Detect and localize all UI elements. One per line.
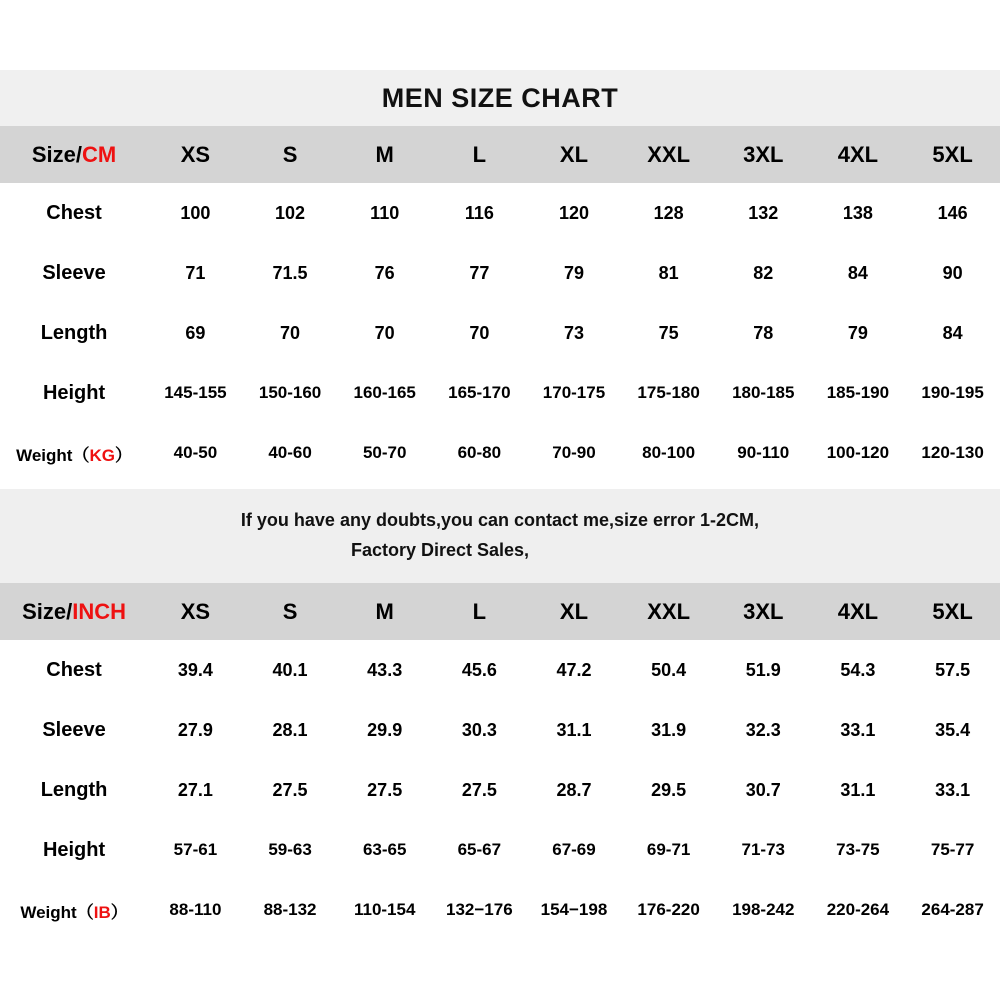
- inch-sleeve-m: 29.9: [337, 700, 432, 760]
- table-row: [0, 243, 1000, 303]
- inch-unit-prefix: Size/: [22, 598, 73, 624]
- cm-height-3xl: 180-185: [716, 363, 811, 423]
- cm-height-xs: 145-155: [148, 363, 243, 423]
- inch-weight-l: 132−176: [432, 880, 527, 940]
- inch-col-xs: XS: [180, 598, 211, 624]
- bottom-spacer: [0, 940, 1000, 1000]
- cm-weight-xs: 40-50: [148, 423, 243, 483]
- table-row: [0, 303, 1000, 363]
- inch-row-label-length: Length: [0, 760, 148, 820]
- cm-weight-5xl: 120-130: [905, 423, 1000, 483]
- cm-sleeve-s: 71.5: [243, 243, 338, 303]
- cm-chest-m: 110: [337, 183, 432, 243]
- chart-title-bar: [0, 70, 1000, 126]
- page-title: MEN SIZE CHART: [381, 82, 619, 113]
- inch-weight-xxl: 176-220: [621, 880, 716, 940]
- inch-chest-xl: 47.2: [527, 640, 622, 700]
- inch-row-label-sleeve: Sleeve: [0, 700, 148, 760]
- inch-height-xl: 67-69: [527, 820, 622, 880]
- inch-chest-xxl: 50.4: [621, 640, 716, 700]
- inch-sleeve-l: 30.3: [432, 700, 527, 760]
- inch-col-s: S: [282, 598, 298, 624]
- inch-col-l: L: [472, 598, 487, 624]
- cm-length-4xl: 79: [811, 303, 906, 363]
- cm-weight-unit: KG: [89, 445, 115, 465]
- cm-header-row: [0, 126, 1000, 183]
- inch-col-3xl: 3XL: [743, 598, 784, 624]
- table-row: [0, 820, 1000, 880]
- cm-chest-xl: 120: [527, 183, 622, 243]
- cm-length-xs: 69: [148, 303, 243, 363]
- cm-length-xl: 73: [527, 303, 622, 363]
- cm-col-xs: XS: [180, 141, 211, 167]
- inch-chest-s: 40.1: [243, 640, 338, 700]
- cm-length-l: 70: [432, 303, 527, 363]
- inch-sleeve-xs: 27.9: [148, 700, 243, 760]
- cm-height-l: 165-170: [432, 363, 527, 423]
- inch-chest-l: 45.6: [432, 640, 527, 700]
- cm-col-m: M: [375, 141, 394, 167]
- inch-col-xl: XL: [559, 598, 589, 624]
- cm-height-xxl: 175-180: [621, 363, 716, 423]
- inch-weight-xs: 88-110: [148, 880, 243, 940]
- cm-length-m: 70: [337, 303, 432, 363]
- cm-row-label-height: Height: [0, 363, 148, 423]
- cm-height-xl: 170-175: [527, 363, 622, 423]
- cm-height-5xl: 190-195: [905, 363, 1000, 423]
- cm-length-5xl: 84: [905, 303, 1000, 363]
- cm-sleeve-3xl: 82: [716, 243, 811, 303]
- cm-chest-5xl: 146: [905, 183, 1000, 243]
- table-row: [0, 423, 1000, 483]
- cm-weight-xl: 70-90: [527, 423, 622, 483]
- table-row: [0, 700, 1000, 760]
- inch-length-5xl: 33.1: [905, 760, 1000, 820]
- inch-sleeve-3xl: 32.3: [716, 700, 811, 760]
- cm-chest-4xl: 138: [811, 183, 906, 243]
- inch-chest-xs: 39.4: [148, 640, 243, 700]
- cm-unit-prefix: Size/: [31, 141, 82, 167]
- table-row: [0, 183, 1000, 243]
- cm-chest-xs: 100: [148, 183, 243, 243]
- cm-length-xxl: 75: [621, 303, 716, 363]
- cm-sleeve-4xl: 84: [811, 243, 906, 303]
- top-spacer: [0, 0, 1000, 70]
- cm-sleeve-xs: 71: [148, 243, 243, 303]
- inch-sleeve-4xl: 33.1: [811, 700, 906, 760]
- cm-sleeve-xxl: 81: [621, 243, 716, 303]
- table-row: [0, 640, 1000, 700]
- inch-weight-label-text: Weight（: [20, 902, 94, 922]
- inch-chest-3xl: 51.9: [716, 640, 811, 700]
- cm-weight-l: 60-80: [432, 423, 527, 483]
- cm-weight-m: 50-70: [337, 423, 432, 483]
- cm-row-label-weight: [0, 423, 148, 483]
- cm-height-s: 150-160: [243, 363, 338, 423]
- inch-sleeve-xl: 31.1: [527, 700, 622, 760]
- inch-sleeve-5xl: 35.4: [905, 700, 1000, 760]
- inch-row-label-weight: [0, 880, 148, 940]
- table-row: [0, 363, 1000, 423]
- inch-chest-5xl: 57.5: [905, 640, 1000, 700]
- inch-length-4xl: 31.1: [811, 760, 906, 820]
- inch-length-m: 27.5: [337, 760, 432, 820]
- inch-length-xs: 27.1: [148, 760, 243, 820]
- inch-weight-3xl: 198-242: [716, 880, 811, 940]
- cm-col-s: S: [282, 141, 298, 167]
- inch-weight-unit: IB: [93, 902, 111, 922]
- cm-col-l: L: [472, 141, 487, 167]
- cm-sleeve-5xl: 90: [905, 243, 1000, 303]
- cm-weight-label-suffix: ）: [114, 445, 132, 465]
- inch-col-xxl: XXL: [647, 598, 691, 624]
- note-line-1: If you have any doubts,you can contact me,size error 1-2CM,: [240, 510, 760, 530]
- note-block: [0, 489, 1000, 583]
- cm-chest-3xl: 132: [716, 183, 811, 243]
- inch-height-xs: 57-61: [148, 820, 243, 880]
- inch-row-label-chest: Chest: [0, 640, 148, 700]
- inch-height-s: 59-63: [243, 820, 338, 880]
- inch-length-xxl: 29.5: [621, 760, 716, 820]
- inch-sleeve-xxl: 31.9: [621, 700, 716, 760]
- table-row: [0, 760, 1000, 820]
- inch-unit-header: [0, 583, 148, 640]
- inch-size-table: [0, 583, 1000, 940]
- inch-col-m: M: [375, 598, 394, 624]
- inch-weight-5xl: 264-287: [905, 880, 1000, 940]
- inch-length-xl: 28.7: [527, 760, 622, 820]
- inch-height-5xl: 75-77: [905, 820, 1000, 880]
- inch-height-m: 63-65: [337, 820, 432, 880]
- inch-unit-value: INCH: [72, 598, 126, 624]
- cm-col-xxl: XXL: [647, 141, 691, 167]
- cm-col-5xl: 5XL: [932, 141, 973, 167]
- inch-height-4xl: 73-75: [811, 820, 906, 880]
- cm-length-3xl: 78: [716, 303, 811, 363]
- cm-row-label-chest: Chest: [0, 183, 148, 243]
- inch-chest-4xl: 54.3: [811, 640, 906, 700]
- inch-col-4xl: 4XL: [837, 598, 879, 624]
- inch-height-l: 65-67: [432, 820, 527, 880]
- inch-weight-s: 88-132: [243, 880, 338, 940]
- cm-col-4xl: 4XL: [837, 141, 879, 167]
- inch-weight-4xl: 220-264: [811, 880, 906, 940]
- inch-height-xxl: 69-71: [621, 820, 716, 880]
- cm-sleeve-xl: 79: [527, 243, 622, 303]
- note-line-2: Factory Direct Sales,: [350, 540, 530, 560]
- cm-size-table: [0, 126, 1000, 483]
- table-row: [0, 880, 1000, 940]
- cm-weight-3xl: 90-110: [716, 423, 811, 483]
- inch-sleeve-s: 28.1: [243, 700, 338, 760]
- inch-weight-m: 110-154: [337, 880, 432, 940]
- cm-chest-xxl: 128: [621, 183, 716, 243]
- cm-row-label-sleeve: Sleeve: [0, 243, 148, 303]
- cm-weight-4xl: 100-120: [811, 423, 906, 483]
- cm-chest-l: 116: [432, 183, 527, 243]
- inch-length-l: 27.5: [432, 760, 527, 820]
- cm-unit-header: [0, 126, 148, 183]
- cm-sleeve-l: 77: [432, 243, 527, 303]
- cm-height-m: 160-165: [337, 363, 432, 423]
- inch-chest-m: 43.3: [337, 640, 432, 700]
- inch-row-label-height: Height: [0, 820, 148, 880]
- cm-weight-xxl: 80-100: [621, 423, 716, 483]
- inch-length-s: 27.5: [243, 760, 338, 820]
- cm-weight-s: 40-60: [243, 423, 338, 483]
- cm-unit-value: CM: [82, 141, 117, 167]
- cm-col-xl: XL: [559, 141, 589, 167]
- cm-sleeve-m: 76: [337, 243, 432, 303]
- cm-length-s: 70: [243, 303, 338, 363]
- cm-col-3xl: 3XL: [743, 141, 784, 167]
- inch-col-5xl: 5XL: [932, 598, 973, 624]
- cm-weight-label-text: Weight（: [16, 445, 90, 465]
- inch-header-row: [0, 583, 1000, 640]
- cm-height-4xl: 185-190: [811, 363, 906, 423]
- inch-weight-xl: 154−198: [527, 880, 622, 940]
- cm-chest-s: 102: [243, 183, 338, 243]
- inch-weight-label-suffix: ）: [110, 902, 128, 922]
- inch-length-3xl: 30.7: [716, 760, 811, 820]
- cm-row-label-length: Length: [0, 303, 148, 363]
- inch-height-3xl: 71-73: [716, 820, 811, 880]
